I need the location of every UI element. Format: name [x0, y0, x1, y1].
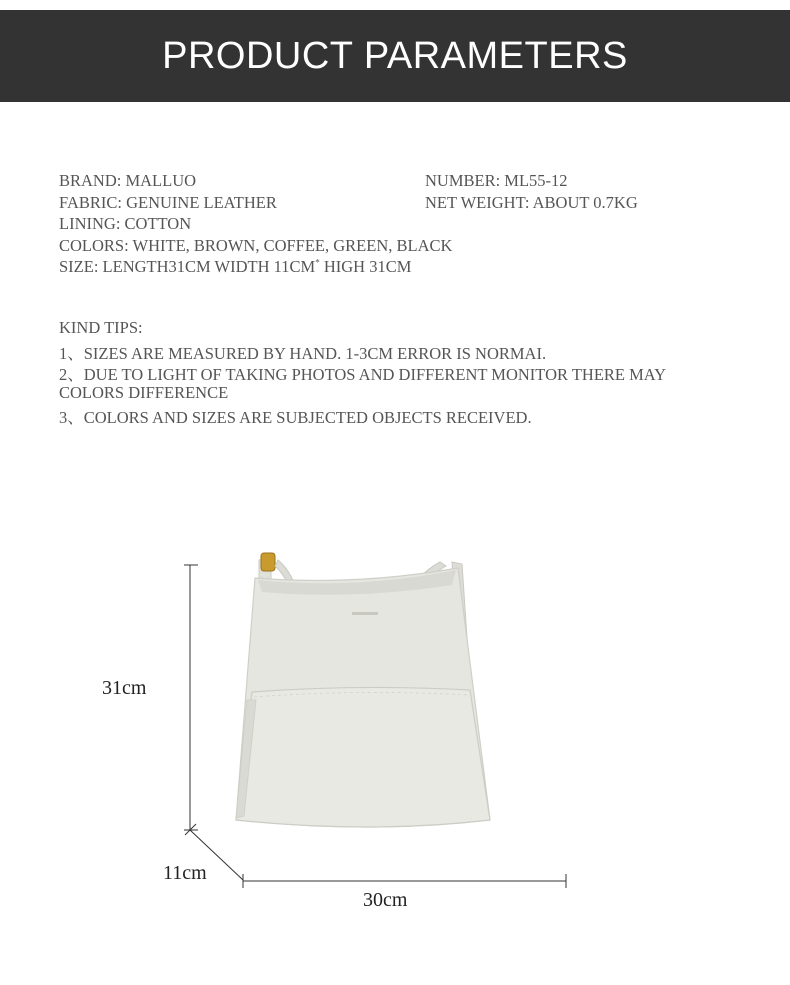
- colors-text: COLORS: WHITE, BROWN, COFFEE, GREEN, BLACK: [59, 235, 453, 255]
- size-text-a: SIZE: LENGTH31CM WIDTH 11CM: [59, 257, 316, 276]
- logo-mark: [352, 612, 378, 615]
- tip-item: 2、DUE TO LIGHT OF TAKING PHOTOS AND DIFFERENT MONITOR THERE MAY: [59, 365, 667, 384]
- height-label: 31cm: [102, 677, 147, 699]
- tip-item: 3、COLORS AND SIZES ARE SUBJECTED OBJECTS RECEIVED.: [59, 408, 532, 427]
- size-asterisk: *: [315, 257, 320, 268]
- fabric-text: FABRIC: GENUINE LEATHER: [59, 192, 277, 212]
- tips-title: KIND TIPS:: [59, 318, 143, 337]
- front-pocket: [236, 687, 490, 827]
- tip-item: 1、SIZES ARE MEASURED BY HAND. 1-3CM ERROR IS NORMAI.: [59, 343, 547, 363]
- size-text-b: HIGH 31CM: [319, 257, 412, 276]
- page-title: PRODUCT PARAMETERS: [162, 34, 628, 77]
- net-weight-text: NET WEIGHT: ABOUT 0.7KG: [425, 192, 638, 212]
- width-label: 30cm: [363, 889, 408, 911]
- brand-text: BRAND: MALLUO: [59, 171, 197, 190]
- buckle-icon: [261, 553, 275, 571]
- lining-text: LINING: COTTON: [59, 214, 192, 233]
- number-text: NUMBER: ML55-12: [425, 171, 568, 190]
- depth-label: 11cm: [163, 862, 207, 884]
- tip-item: COLORS DIFFERENCE: [59, 382, 229, 402]
